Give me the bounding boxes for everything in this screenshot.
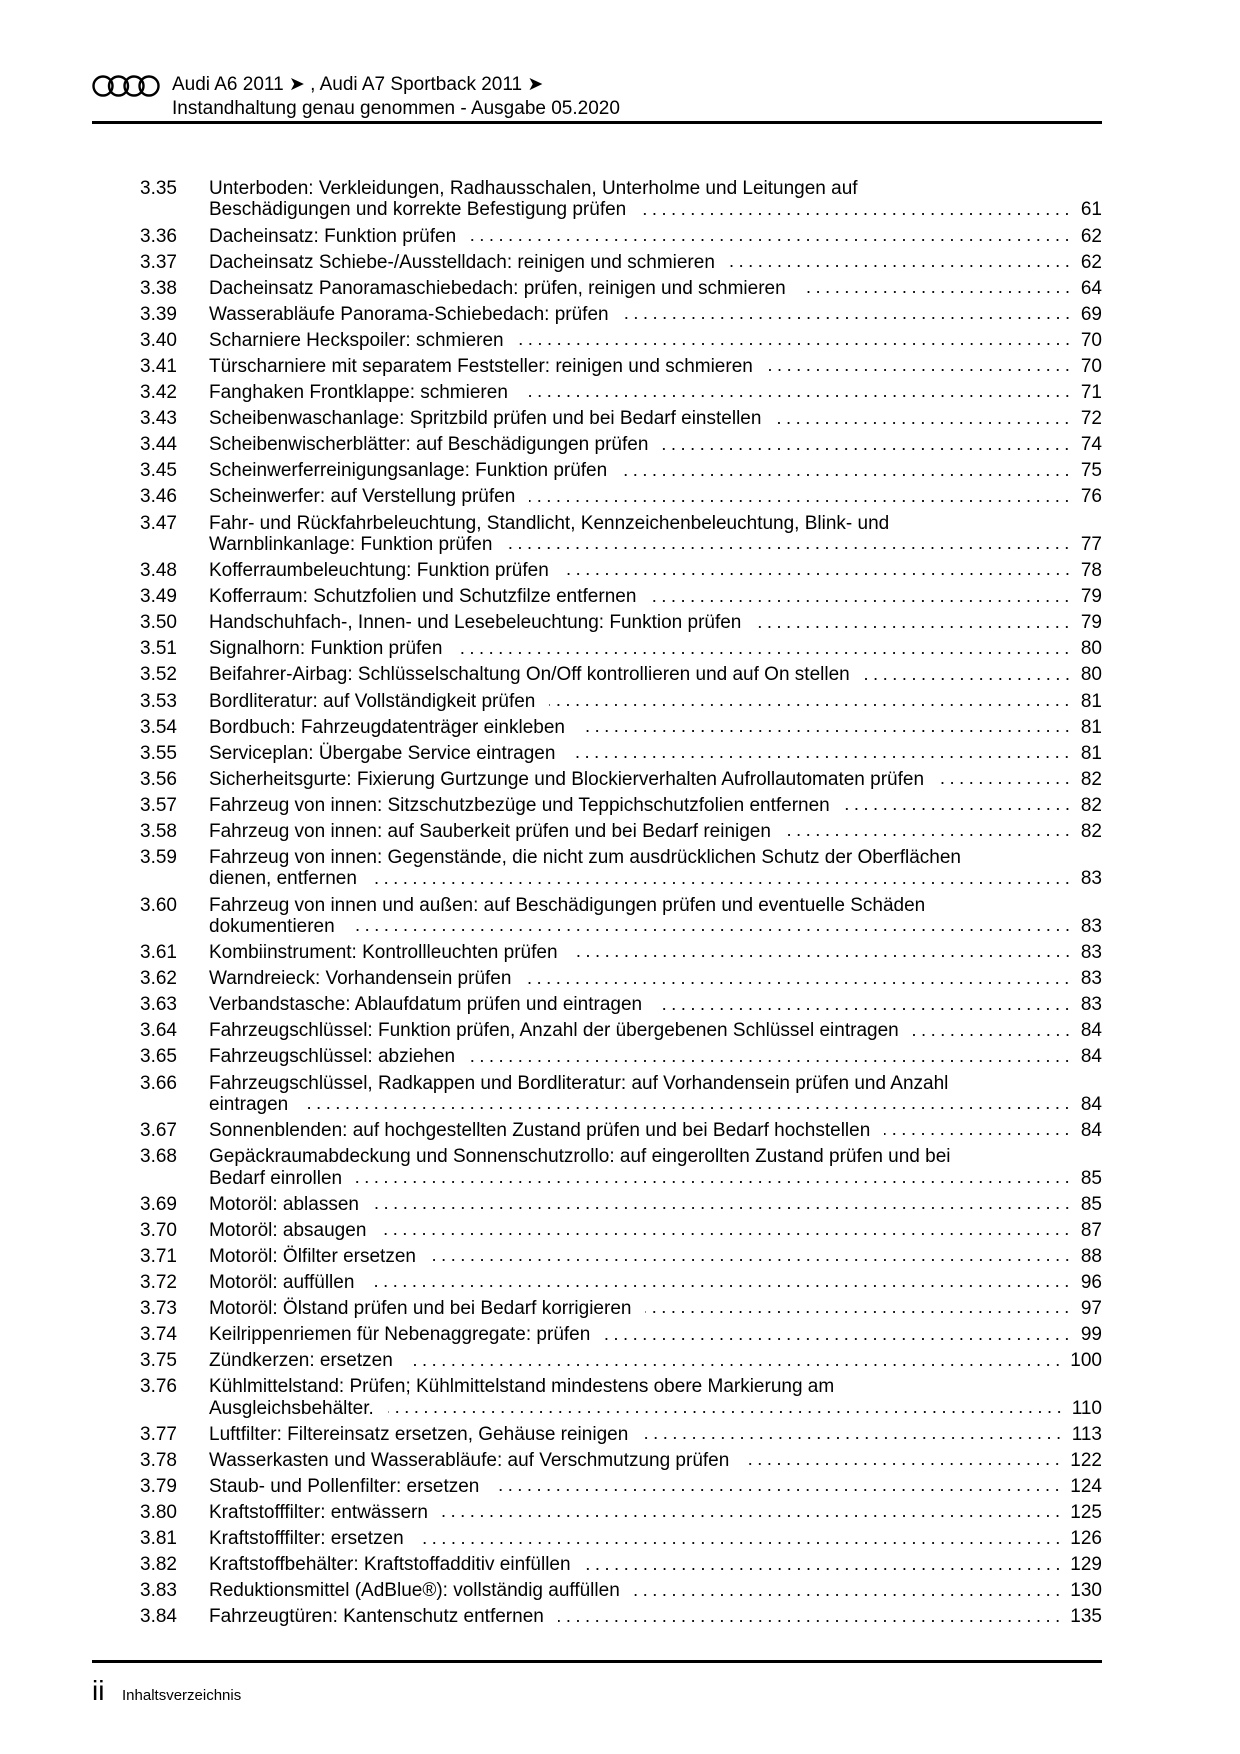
toc-entry[interactable]	[140, 1554, 1102, 1580]
toc-entry[interactable]	[140, 1120, 1102, 1146]
toc-entry-title: Scheibenwaschanlage: Spritzbild prüfen und bei Bedarf einstellen	[209, 408, 762, 430]
toc-entry-title: Keilrippenriemen für Nebenaggregate: prüfen	[209, 1324, 591, 1346]
toc-entry-page[interactable]: 129	[1070, 1554, 1102, 1576]
toc-entry-title: Luftfilter: Filtereinsatz ersetzen, Gehäuse reinigen	[209, 1423, 629, 1445]
toc-entry-number: 3.65	[140, 1046, 177, 1068]
toc-entry-page[interactable]: 77	[1080, 533, 1102, 555]
toc-entry-title: Beschädigungen und korrekte Befestigung prüfen	[209, 199, 627, 221]
toc-entry-page[interactable]: 126	[1070, 1528, 1102, 1550]
toc-entry-title: Wasserkasten und Wasserabläufe: auf Verschmutzung prüfen	[209, 1449, 730, 1471]
toc-entry-page[interactable]: 125	[1070, 1502, 1102, 1524]
footer-section-label: Inhaltsverzeichnis	[122, 1687, 242, 1704]
toc-entry-title: Scheibenwischerblätter: auf Beschädigungen prüfen	[209, 434, 649, 456]
toc-entry-page[interactable]: 81	[1080, 716, 1102, 738]
toc-entry-page[interactable]: 78	[1080, 560, 1102, 582]
toc-entry-page[interactable]: 87	[1080, 1219, 1102, 1241]
toc-entry-title: Verbandstasche: Ablaufdatum prüfen und eintragen	[209, 994, 643, 1016]
toc-entry[interactable]	[140, 1606, 1102, 1632]
toc-entry-page[interactable]: 70	[1080, 329, 1102, 351]
toc-entry-title: Zündkerzen: ersetzen	[209, 1350, 393, 1372]
toc-entry-title: Scharniere Heckspoiler: schmieren	[209, 329, 504, 351]
dot-leader	[572, 954, 1072, 958]
toc-entry-title: Dacheinsatz Panoramaschiebedach: prüfen, reinigen und schmieren	[209, 277, 786, 299]
toc-entry-number: 3.35	[140, 178, 177, 199]
toc-entry-number: 3.81	[140, 1528, 177, 1550]
dot-leader	[388, 1410, 1064, 1414]
toc-entry-number: 3.70	[140, 1219, 177, 1241]
dot-leader	[522, 394, 1072, 398]
toc-entry-page[interactable]: 88	[1080, 1245, 1102, 1267]
dot-leader	[506, 546, 1072, 550]
toc-entry-title: Warnblinkanlage: Funktion prüfen	[209, 533, 493, 555]
toc-entry-page[interactable]: 62	[1080, 251, 1102, 273]
toc-entry[interactable]	[140, 821, 1102, 847]
toc-entry-number: 3.60	[140, 894, 177, 916]
header-subtitle: Instandhaltung genau genommen - Ausgabe 05.2020	[172, 98, 620, 119]
toc-entry-title: Beifahrer-Airbag: Schlüsselschaltung On/Off kontrollieren und auf On stellen	[209, 664, 850, 686]
toc-entry-title: Motoröl: ablassen	[209, 1193, 359, 1215]
toc-entry-title: dokumentieren	[209, 915, 335, 937]
dot-leader	[368, 1284, 1072, 1288]
toc-entry-page[interactable]: 71	[1080, 382, 1102, 404]
toc-entry-page[interactable]: 100	[1070, 1350, 1102, 1372]
toc-entry[interactable]	[140, 1424, 1102, 1450]
toc-entry-title: Motoröl: auffüllen	[209, 1271, 355, 1293]
toc-entry-number: 3.84	[140, 1606, 177, 1628]
toc-entry-page[interactable]: 82	[1080, 794, 1102, 816]
toc-entry-page[interactable]: 84	[1080, 1020, 1102, 1042]
dot-leader	[549, 703, 1072, 707]
toc-entry[interactable]	[140, 408, 1102, 434]
toc-entry-number: 3.53	[140, 690, 177, 712]
toc-entry-title: Kühlmittelstand: Prüfen; Kühlmittelstand mindestens obere Markierung am	[209, 1376, 835, 1398]
dot-leader	[604, 1337, 1072, 1341]
audi-rings-icon	[92, 74, 160, 98]
dot-leader	[800, 290, 1072, 294]
dot-leader	[767, 368, 1072, 372]
toc-entry[interactable]	[140, 743, 1102, 769]
dot-leader	[525, 981, 1072, 985]
dot-leader	[642, 1436, 1063, 1440]
toc-entry-title: Ausgleichsbehälter.	[209, 1397, 374, 1419]
toc-entry[interactable]	[140, 1194, 1102, 1220]
dot-leader	[864, 677, 1072, 681]
toc-entry-number: 3.73	[140, 1298, 177, 1319]
toc-entry-title: Fahrzeugschlüssel: Funktion prüfen, Anzahl der übergebenen Schlüssel eintragen	[209, 1020, 899, 1042]
toc-entry-title: Scheinwerfer: auf Verstellung prüfen	[209, 486, 516, 508]
toc-entry-title: Kraftstoffbehälter: Kraftstoffadditiv einfüllen	[209, 1554, 571, 1576]
toc-entry-number: 3.75	[140, 1350, 177, 1372]
page-number: ii	[92, 1675, 105, 1706]
dot-leader	[469, 1059, 1072, 1063]
toc-entry-number: 3.69	[140, 1193, 177, 1215]
toc-entry[interactable]	[140, 638, 1102, 664]
toc-entry[interactable]	[140, 1073, 1102, 1121]
toc-entry[interactable]	[140, 1476, 1102, 1502]
toc-entry-page[interactable]: 122	[1070, 1449, 1102, 1471]
dot-leader	[371, 881, 1072, 885]
dot-leader	[373, 1206, 1072, 1210]
dot-leader	[913, 1033, 1072, 1037]
dot-leader	[743, 1462, 1062, 1466]
toc-entry[interactable]	[140, 356, 1102, 382]
toc-entry-number: 3.40	[140, 329, 177, 351]
toc-entry-title: Fahrzeug von innen: auf Sauberkeit prüfen und bei Bedarf reinigen	[209, 820, 771, 842]
toc-entry[interactable]	[140, 612, 1102, 638]
toc-entry-number: 3.64	[140, 1020, 177, 1042]
dot-leader	[585, 1567, 1063, 1571]
dot-leader	[662, 447, 1072, 451]
toc-entry[interactable]	[140, 717, 1102, 743]
toc-entry-number: 3.36	[140, 225, 177, 247]
toc-entry-title: Gepäckraumabdeckung und Sonnenschutzrollo: auf eingerollten Zustand prüfen und bei	[209, 1146, 951, 1168]
toc-entry[interactable]	[140, 1450, 1102, 1476]
toc-entry-title: Wasserabläufe Panorama-Schiebedach: prüfen	[209, 303, 609, 325]
toc-entry-number: 3.43	[140, 408, 177, 430]
toc-entry-number: 3.58	[140, 820, 177, 842]
dot-leader	[563, 572, 1072, 576]
toc-entry-title: Kombiinstrument: Kontrollleuchten prüfen	[209, 942, 558, 964]
toc-entry-page[interactable]: 61	[1080, 199, 1102, 221]
toc-entry[interactable]	[140, 1220, 1102, 1246]
dot-leader	[884, 1132, 1072, 1136]
toc-entry-page[interactable]: 99	[1080, 1324, 1102, 1346]
toc-entry-title: Motoröl: Ölstand prüfen und bei Bedarf korrigieren	[209, 1298, 632, 1319]
toc-entry-number: 3.80	[140, 1502, 177, 1524]
toc-entry[interactable]	[140, 691, 1102, 717]
footer-divider	[92, 1660, 1102, 1663]
toc-entry-number: 3.66	[140, 1072, 177, 1094]
dot-leader	[729, 264, 1072, 268]
toc-entry-number: 3.68	[140, 1146, 177, 1168]
toc-entry[interactable]	[140, 178, 1102, 226]
toc-entry-number: 3.48	[140, 560, 177, 582]
toc-entry-page[interactable]: 97	[1080, 1298, 1102, 1319]
toc-entry-page[interactable]: 82	[1080, 820, 1102, 842]
toc-entry-number: 3.55	[140, 742, 177, 764]
toc-entry[interactable]	[140, 460, 1102, 486]
toc-entry-title: Fahrzeug von innen: Sitzschutzbezüge und Teppichschutzfolien entfernen	[209, 794, 830, 816]
toc-entry-title: Serviceplan: Übergabe Service eintragen	[209, 742, 556, 764]
toc-entry-number: 3.57	[140, 794, 177, 816]
toc-entry-number: 3.78	[140, 1449, 177, 1471]
toc-entry-page[interactable]: 83	[1080, 868, 1102, 890]
toc-entry-title: Fahrzeugschlüssel, Radkappen und Bordliteratur: auf Vorhandensein prüfen und Anzahl	[209, 1072, 949, 1094]
toc-entry-title: Kofferraumbeleuchtung: Funktion prüfen	[209, 560, 549, 582]
dot-leader	[623, 316, 1072, 320]
toc-entry-title: Bordbuch: Fahrzeugdatenträger einkleben	[209, 716, 565, 738]
toc-entry-title: Bedarf einrollen	[209, 1167, 343, 1189]
toc-entry-number: 3.67	[140, 1120, 177, 1142]
toc-entry[interactable]	[140, 560, 1102, 586]
toc-entry[interactable]	[140, 1580, 1102, 1606]
toc-entry-page[interactable]: 84	[1080, 1120, 1102, 1142]
toc-entry-number: 3.38	[140, 277, 177, 299]
toc-entry[interactable]	[140, 278, 1102, 304]
toc-entry[interactable]	[140, 795, 1102, 821]
toc-entry[interactable]	[140, 664, 1102, 690]
dot-leader	[529, 499, 1072, 503]
toc-entry[interactable]	[140, 994, 1102, 1020]
toc-entry[interactable]	[140, 1298, 1102, 1324]
toc-entry-title: Unterboden: Verkleidungen, Radhausschalen, Unterholme und Leitungen auf	[209, 178, 858, 199]
toc-entry-number: 3.71	[140, 1245, 177, 1267]
dot-leader	[558, 1619, 1062, 1623]
toc-entry-number: 3.46	[140, 486, 177, 508]
toc-entry-number: 3.56	[140, 768, 177, 790]
toc-entry-number: 3.52	[140, 664, 177, 686]
dot-leader	[755, 625, 1072, 629]
toc-entry-number: 3.82	[140, 1554, 177, 1576]
toc-entry[interactable]	[140, 330, 1102, 356]
toc-entry-title: Reduktionsmittel (AdBlue®): vollständig auffüllen	[209, 1580, 620, 1602]
toc-entry-number: 3.45	[140, 460, 177, 482]
toc-entry[interactable]	[140, 1502, 1102, 1528]
toc-entry-title: Fahrzeug von innen: Gegenstände, die nicht zum ausdrücklichen Schutz der Oberflächen	[209, 847, 962, 869]
toc-entry[interactable]	[140, 1020, 1102, 1046]
toc-entry-number: 3.49	[140, 586, 177, 608]
dot-leader	[518, 342, 1072, 346]
toc-entry-title: Scheinwerferreinigungsanlage: Funktion prüfen	[209, 460, 608, 482]
toc-entry-number: 3.72	[140, 1271, 177, 1293]
toc-entry-title: Dacheinsatz Schiebe-/Ausstelldach: reinigen und schmieren	[209, 251, 715, 273]
toc-entry[interactable]	[140, 586, 1102, 612]
toc-entry-page[interactable]: 64	[1080, 277, 1102, 299]
table-of-contents	[140, 178, 1102, 1633]
toc-entry-page[interactable]: 130	[1070, 1580, 1102, 1602]
toc-entry-number: 3.83	[140, 1580, 177, 1602]
toc-entry-page[interactable]: 83	[1080, 942, 1102, 964]
toc-entry[interactable]	[140, 1528, 1102, 1554]
dot-leader	[844, 807, 1072, 811]
toc-entry-number: 3.76	[140, 1376, 177, 1398]
toc-entry-page[interactable]: 84	[1080, 1093, 1102, 1115]
toc-entry-number: 3.54	[140, 716, 177, 738]
toc-entry-number: 3.50	[140, 612, 177, 634]
dot-leader	[302, 1106, 1072, 1110]
dot-leader	[470, 238, 1072, 242]
dot-leader	[356, 1180, 1072, 1184]
toc-entry[interactable]	[140, 968, 1102, 994]
toc-entry-page[interactable]: 76	[1080, 486, 1102, 508]
toc-entry-page[interactable]: 82	[1080, 768, 1102, 790]
toc-entry-title: Motoröl: Ölfilter ersetzen	[209, 1245, 416, 1267]
toc-entry[interactable]	[140, 252, 1102, 278]
toc-entry-title: Handschuhfach-, Innen- und Lesebeleuchtung: Funktion prüfen	[209, 612, 742, 634]
toc-entry[interactable]	[140, 1350, 1102, 1376]
toc-entry-page[interactable]: 85	[1080, 1193, 1102, 1215]
toc-entry-page[interactable]: 74	[1080, 434, 1102, 456]
toc-entry-title: Türscharniere mit separatem Feststeller: reinigen und schmieren	[209, 355, 753, 377]
toc-entry-page[interactable]: 110	[1071, 1397, 1102, 1419]
dot-leader	[442, 1514, 1062, 1518]
dot-leader	[621, 473, 1072, 477]
toc-entry-page[interactable]: 75	[1080, 460, 1102, 482]
toc-entry[interactable]	[140, 769, 1102, 795]
toc-entry-title: eintragen	[209, 1093, 289, 1115]
dot-leader	[775, 421, 1072, 425]
toc-entry[interactable]	[140, 942, 1102, 968]
toc-entry-page[interactable]: 124	[1070, 1475, 1102, 1497]
toc-entry-title: Staub- und Pollenfilter: ersetzen	[209, 1475, 480, 1497]
toc-entry-title: Fahr- und Rückfahrbeleuchtung, Standlicht, Kennzeichenbeleuchtung, Blink- und	[209, 512, 890, 534]
toc-entry[interactable]	[140, 1376, 1102, 1424]
toc-entry-page[interactable]: 96	[1080, 1271, 1102, 1293]
toc-entry[interactable]	[140, 847, 1102, 895]
toc-entry-title: Fahrzeugtüren: Kantenschutz entfernen	[209, 1606, 544, 1628]
toc-entry-number: 3.39	[140, 303, 177, 325]
toc-entry-page[interactable]: 83	[1080, 915, 1102, 937]
toc-entry-title: Kraftstofffilter: ersetzen	[209, 1528, 404, 1550]
toc-entry-title: Motoröl: absaugen	[209, 1219, 367, 1241]
dot-leader	[456, 651, 1072, 655]
toc-entry-page[interactable]: 80	[1080, 664, 1102, 686]
toc-entry[interactable]	[140, 895, 1102, 943]
dot-leader	[645, 1310, 1072, 1314]
toc-entry-number: 3.63	[140, 994, 177, 1016]
toc-entry-page[interactable]: 83	[1080, 968, 1102, 990]
toc-entry[interactable]	[140, 304, 1102, 330]
toc-entry-title: Sonnenblenden: auf hochgestellten Zustand prüfen und bei Bedarf hochstellen	[209, 1120, 871, 1142]
toc-entry-number: 3.74	[140, 1324, 177, 1346]
toc-entry-page[interactable]: 81	[1080, 742, 1102, 764]
toc-entry[interactable]	[140, 1046, 1102, 1072]
toc-entry-page[interactable]: 84	[1080, 1046, 1102, 1068]
dot-leader	[650, 599, 1072, 603]
toc-entry-number: 3.77	[140, 1423, 177, 1445]
toc-entry-title: Signalhorn: Funktion prüfen	[209, 638, 443, 660]
toc-entry-number: 3.59	[140, 847, 177, 869]
toc-entry-title: Fanghaken Frontklappe: schmieren	[209, 382, 508, 404]
dot-leader	[569, 755, 1072, 759]
toc-entry-number: 3.44	[140, 434, 177, 456]
toc-entry-page[interactable]: 69	[1080, 303, 1102, 325]
toc-entry-page[interactable]: 135	[1070, 1606, 1102, 1628]
toc-entry-page[interactable]: 70	[1080, 355, 1102, 377]
toc-entry-page[interactable]: 83	[1080, 994, 1102, 1016]
toc-entry[interactable]	[140, 1246, 1102, 1272]
toc-entry-title: dienen, entfernen	[209, 868, 357, 890]
toc-entry-number: 3.37	[140, 251, 177, 273]
toc-entry-title: Warndreieck: Vorhandensein prüfen	[209, 968, 512, 990]
dot-leader	[634, 1593, 1063, 1597]
toc-entry[interactable]	[140, 486, 1102, 512]
dot-leader	[579, 729, 1072, 733]
toc-entry-page[interactable]: 79	[1080, 586, 1102, 608]
toc-entry-page[interactable]: 62	[1080, 225, 1102, 247]
toc-entry[interactable]	[140, 434, 1102, 460]
dot-leader	[493, 1488, 1062, 1492]
toc-entry-page[interactable]: 72	[1080, 408, 1102, 430]
toc-entry-title: Dacheinsatz: Funktion prüfen	[209, 225, 457, 247]
toc-entry[interactable]	[140, 1324, 1102, 1350]
toc-entry-title: Sicherheitsgurte: Fixierung Gurtzunge und Blockierverhalten Aufrollautomaten prüfen	[209, 768, 925, 790]
toc-entry-number: 3.42	[140, 382, 177, 404]
dot-leader	[430, 1258, 1072, 1262]
toc-entry-number: 3.41	[140, 355, 177, 377]
toc-entry-page[interactable]: 81	[1080, 690, 1102, 712]
toc-entry-title: Bordliteratur: auf Vollständigkeit prüfen	[209, 690, 536, 712]
dot-leader	[785, 833, 1072, 837]
toc-entry[interactable]	[140, 1146, 1102, 1194]
toc-entry-number: 3.61	[140, 942, 177, 964]
header-title: Audi A6 2011 ➤ , Audi A7 Sportback 2011 ➤	[172, 74, 544, 95]
toc-entry-number: 3.62	[140, 968, 177, 990]
dot-leader	[640, 212, 1072, 216]
toc-entry-title: Fahrzeugschlüssel: abziehen	[209, 1046, 456, 1068]
toc-entry-title: Kraftstofffilter: entwässern	[209, 1502, 428, 1524]
toc-entry[interactable]	[140, 513, 1102, 561]
toc-entry-number: 3.51	[140, 638, 177, 660]
toc-entry-number: 3.47	[140, 512, 177, 534]
toc-entry-page[interactable]: 113	[1071, 1423, 1102, 1445]
toc-entry-number: 3.79	[140, 1475, 177, 1497]
toc-entry[interactable]	[140, 226, 1102, 252]
dot-leader	[938, 781, 1072, 785]
toc-entry-title: Kofferraum: Schutzfolien und Schutzfilze entfernen	[209, 586, 637, 608]
dot-leader	[349, 928, 1072, 932]
dot-leader	[380, 1232, 1072, 1236]
toc-entry-title: Fahrzeug von innen und außen: auf Beschädigungen prüfen und eventuelle Schäden	[209, 894, 926, 916]
toc-entry-page[interactable]: 79	[1080, 612, 1102, 634]
toc-entry-page[interactable]: 80	[1080, 638, 1102, 660]
dot-leader	[656, 1007, 1072, 1011]
header-divider	[92, 121, 1102, 124]
dot-leader	[418, 1541, 1063, 1545]
dot-leader	[407, 1363, 1063, 1367]
toc-entry-page[interactable]: 85	[1080, 1167, 1102, 1189]
toc-entry[interactable]	[140, 382, 1102, 408]
toc-entry[interactable]	[140, 1272, 1102, 1298]
